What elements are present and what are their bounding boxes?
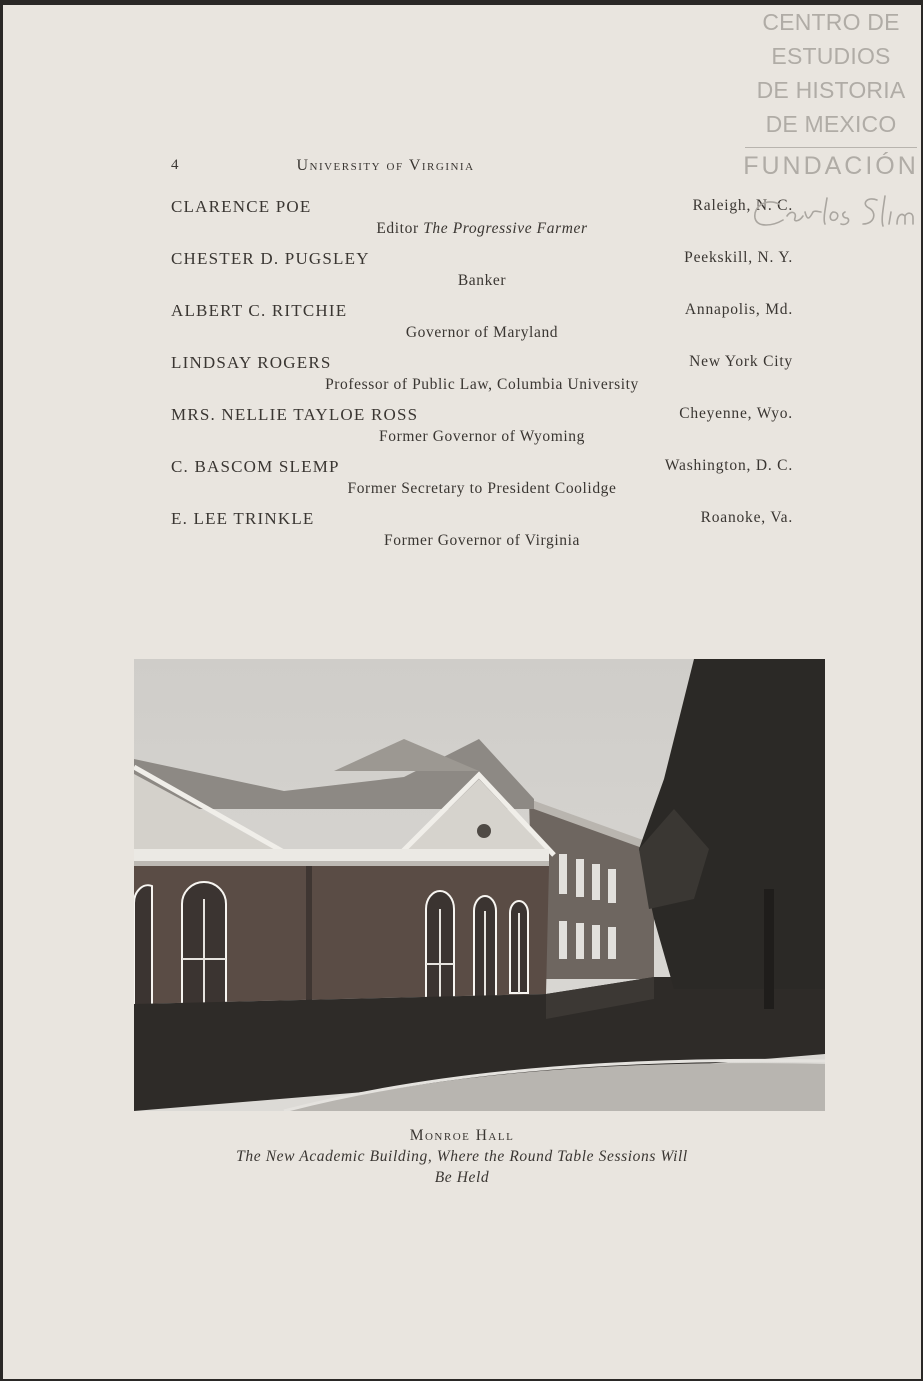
list-item [171, 249, 793, 301]
member-name: CHESTER D. PUGSLEY [171, 249, 370, 268]
list-item [171, 353, 793, 405]
list-item [171, 457, 793, 509]
page-number: 4 [171, 157, 179, 173]
stamp-line: CENTRO DE [762, 9, 900, 35]
member-role: Former Governor of Wyoming [379, 428, 585, 445]
member-role: Governor of Maryland [405, 324, 559, 341]
running-title: University of Virginia [296, 157, 475, 174]
role-prefix: Editor [376, 220, 424, 237]
member-name: ALBERT C. RITCHIE [171, 301, 348, 320]
member-place: Roanoke, Va. [700, 509, 793, 526]
monroe-hall-illustration [134, 659, 825, 1111]
member-name: MRS. NELLIE TAYLOE ROSS [171, 405, 419, 424]
member-list [171, 197, 793, 561]
member-role: Professor of Public Law, Columbia University [325, 376, 639, 393]
list-item [171, 301, 793, 353]
member-name: LINDSAY ROGERS [171, 353, 332, 372]
caption-title: Monroe Hall [409, 1127, 515, 1144]
building-photo [134, 659, 825, 1111]
list-item [171, 509, 793, 561]
stamp-line: ESTUDIOS [771, 43, 891, 69]
document-page [3, 5, 921, 1379]
member-place: Peekskill, N. Y. [684, 249, 793, 266]
list-item [171, 197, 793, 249]
photo-caption [3, 1125, 921, 1188]
stamp-foundation: FUNDACIÓN [743, 152, 919, 180]
member-name: E. LEE TRINKLE [171, 509, 315, 528]
archive-stamp [741, 5, 921, 184]
member-place: Washington, D. C. [664, 457, 793, 474]
member-place: New York City [689, 353, 793, 370]
publication-title: The Progressive Farmer [423, 220, 588, 237]
member-place: Cheyenne, Wyo. [679, 405, 793, 422]
member-name: C. BASCOM SLEMP [171, 457, 340, 476]
caption-subtitle: The New Academic Building, Where the Round Table Sessions Will Be Held [236, 1148, 688, 1186]
member-role: Former Secretary to President Coolidge [347, 480, 617, 497]
signature-icon [747, 190, 923, 238]
member-place: Annapolis, Md. [684, 301, 793, 318]
stamp-line: DE HISTORIA [756, 77, 906, 103]
member-role [171, 220, 793, 238]
member-role: Former Governor of Virginia [384, 532, 580, 549]
list-item [171, 405, 793, 457]
member-role: Banker [457, 272, 507, 289]
member-name: CLARENCE POE [171, 197, 312, 216]
member-place: Raleigh, N. C. [692, 197, 793, 214]
stamp-line: DE MEXICO [765, 111, 897, 137]
